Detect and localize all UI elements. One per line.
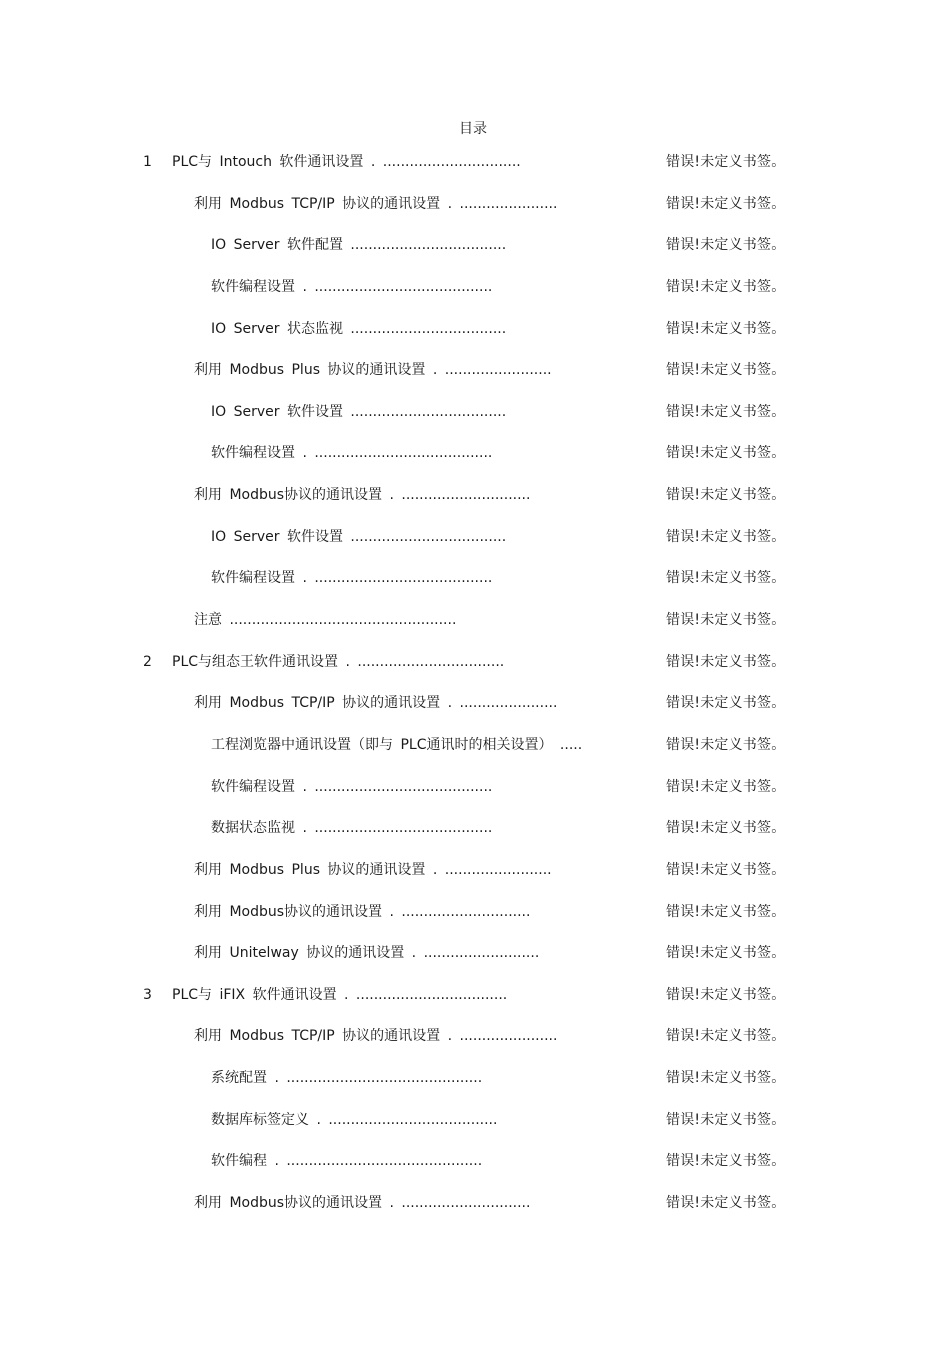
table-of-contents (0, 150, 950, 1233)
toc-entry-title: 利用 Unitelway 协议的通讯设置 . .......................... (194, 945, 540, 962)
toc-entry[interactable] (0, 150, 950, 192)
toc-entry[interactable] (0, 441, 950, 483)
toc-entry-title: IO Server 软件配置 ................................... (211, 237, 507, 254)
toc-page-reference: 错误!未定义书签。 (666, 1195, 786, 1212)
toc-entry[interactable] (0, 1024, 950, 1066)
toc-entry[interactable] (0, 858, 950, 900)
toc-entry-title: 系统配置 . ............................................ (211, 1070, 483, 1087)
toc-page-reference: 错误!未定义书签。 (666, 736, 786, 753)
toc-page-reference: 错误!未定义书签。 (666, 778, 786, 795)
toc-entry[interactable] (0, 1191, 950, 1233)
toc-page-reference: 错误!未定义书签。 (666, 820, 786, 837)
toc-page-reference: 错误!未定义书签。 (666, 154, 786, 170)
toc-entry-title: 软件编程 . ............................................ (211, 1153, 483, 1170)
page-title: 目录 (459, 121, 487, 137)
toc-page-reference: 错误!未定义书签。 (666, 362, 786, 379)
toc-page-reference: 错误!未定义书签。 (666, 1111, 786, 1128)
toc-entry-title: 利用 Modbus协议的通讯设置 . ............................. (194, 903, 531, 920)
toc-page-reference: 错误!未定义书签。 (666, 278, 786, 295)
toc-entry-title: 利用 Modbus TCP/IP 协议的通讯设置 . ...................... (194, 195, 558, 212)
toc-entry-title: 利用 Modbus协议的通讯设置 . ............................. (194, 487, 531, 504)
toc-page-reference: 错误!未定义书签。 (666, 1028, 786, 1045)
toc-page-reference: 错误!未定义书签。 (666, 570, 786, 587)
toc-entry[interactable] (0, 1066, 950, 1108)
toc-entry-title: 软件编程设置 . ........................................ (211, 570, 493, 587)
toc-entry-title: IO Server 软件设置 ................................... (211, 528, 507, 545)
toc-entry-title: IO Server 软件设置 ................................... (211, 403, 507, 420)
toc-entry[interactable] (0, 317, 950, 359)
toc-page-reference: 错误!未定义书签。 (666, 861, 786, 878)
toc-entry-title: IO Server 状态监视 ................................... (211, 320, 507, 337)
toc-entry[interactable] (0, 483, 950, 525)
toc-page-reference: 错误!未定义书签。 (666, 695, 786, 712)
toc-entry[interactable] (0, 650, 950, 692)
toc-entry-title: PLC与组态王软件通讯设置 . ................................. (172, 653, 505, 670)
toc-entry-title: 数据库标签定义 . ...................................... (211, 1111, 498, 1128)
toc-entry[interactable] (0, 275, 950, 317)
toc-entry[interactable] (0, 983, 950, 1025)
toc-entry-title: 利用 Modbus TCP/IP 协议的通讯设置 . ...................... (194, 695, 558, 712)
toc-page-reference: 错误!未定义书签。 (666, 528, 786, 545)
toc-entry[interactable] (0, 525, 950, 567)
toc-entry-title: 软件编程设置 . ........................................ (211, 278, 493, 295)
toc-page-reference: 错误!未定义书签。 (666, 1070, 786, 1087)
toc-entry[interactable] (0, 358, 950, 400)
toc-entry-title: 利用 Modbus TCP/IP 协议的通讯设置 . ...................... (194, 1028, 558, 1045)
toc-entry[interactable] (0, 233, 950, 275)
toc-page-reference: 错误!未定义书签。 (666, 653, 786, 670)
toc-entry-title: PLC与 iFIX 软件通讯设置 . .................................. (172, 986, 508, 1003)
toc-entry[interactable] (0, 775, 950, 817)
toc-entry-title: 数据状态监视 . ........................................ (211, 820, 493, 837)
toc-entry-title: 工程浏览器中通讯设置（即与 PLC通讯时的相关设置） ..... (211, 736, 583, 753)
toc-entry-title: 利用 Modbus协议的通讯设置 . ............................. (194, 1195, 531, 1212)
toc-page-reference: 错误!未定义书签。 (666, 195, 786, 212)
toc-entry[interactable] (0, 941, 950, 983)
toc-entry[interactable] (0, 1149, 950, 1191)
toc-section-number: 2 (143, 653, 152, 670)
toc-entry-title: 利用 Modbus Plus 协议的通讯设置 . ........................ (194, 861, 552, 878)
toc-entry[interactable] (0, 691, 950, 733)
toc-entry-title: 软件编程设置 . ........................................ (211, 445, 493, 462)
toc-section-number: 1 (143, 154, 152, 170)
toc-page-reference: 错误!未定义书签。 (666, 403, 786, 420)
toc-page-reference: 错误!未定义书签。 (666, 986, 786, 1003)
toc-page-reference: 错误!未定义书签。 (666, 237, 786, 254)
toc-entry-title: 软件编程设置 . ........................................ (211, 778, 493, 795)
toc-page-reference: 错误!未定义书签。 (666, 1153, 786, 1170)
toc-page-reference: 错误!未定义书签。 (666, 320, 786, 337)
toc-entry[interactable] (0, 566, 950, 608)
toc-entry[interactable] (0, 608, 950, 650)
toc-page-reference: 错误!未定义书签。 (666, 903, 786, 920)
toc-entry-title: 利用 Modbus Plus 协议的通讯设置 . ........................ (194, 362, 552, 379)
toc-page-reference: 错误!未定义书签。 (666, 945, 786, 962)
toc-page-reference: 错误!未定义书签。 (666, 445, 786, 462)
toc-entry[interactable] (0, 400, 950, 442)
toc-entry-title: 注意 ................................................... (194, 612, 457, 629)
toc-entry[interactable] (0, 1108, 950, 1150)
toc-entry[interactable] (0, 816, 950, 858)
toc-page-reference: 错误!未定义书签。 (666, 487, 786, 504)
toc-page-reference: 错误!未定义书签。 (666, 612, 786, 629)
toc-entry[interactable] (0, 192, 950, 234)
toc-entry[interactable] (0, 900, 950, 942)
toc-entry-title: PLC与 Intouch 软件通讯设置 . ............................... (172, 154, 521, 170)
toc-entry[interactable] (0, 733, 950, 775)
toc-section-number: 3 (143, 986, 152, 1003)
